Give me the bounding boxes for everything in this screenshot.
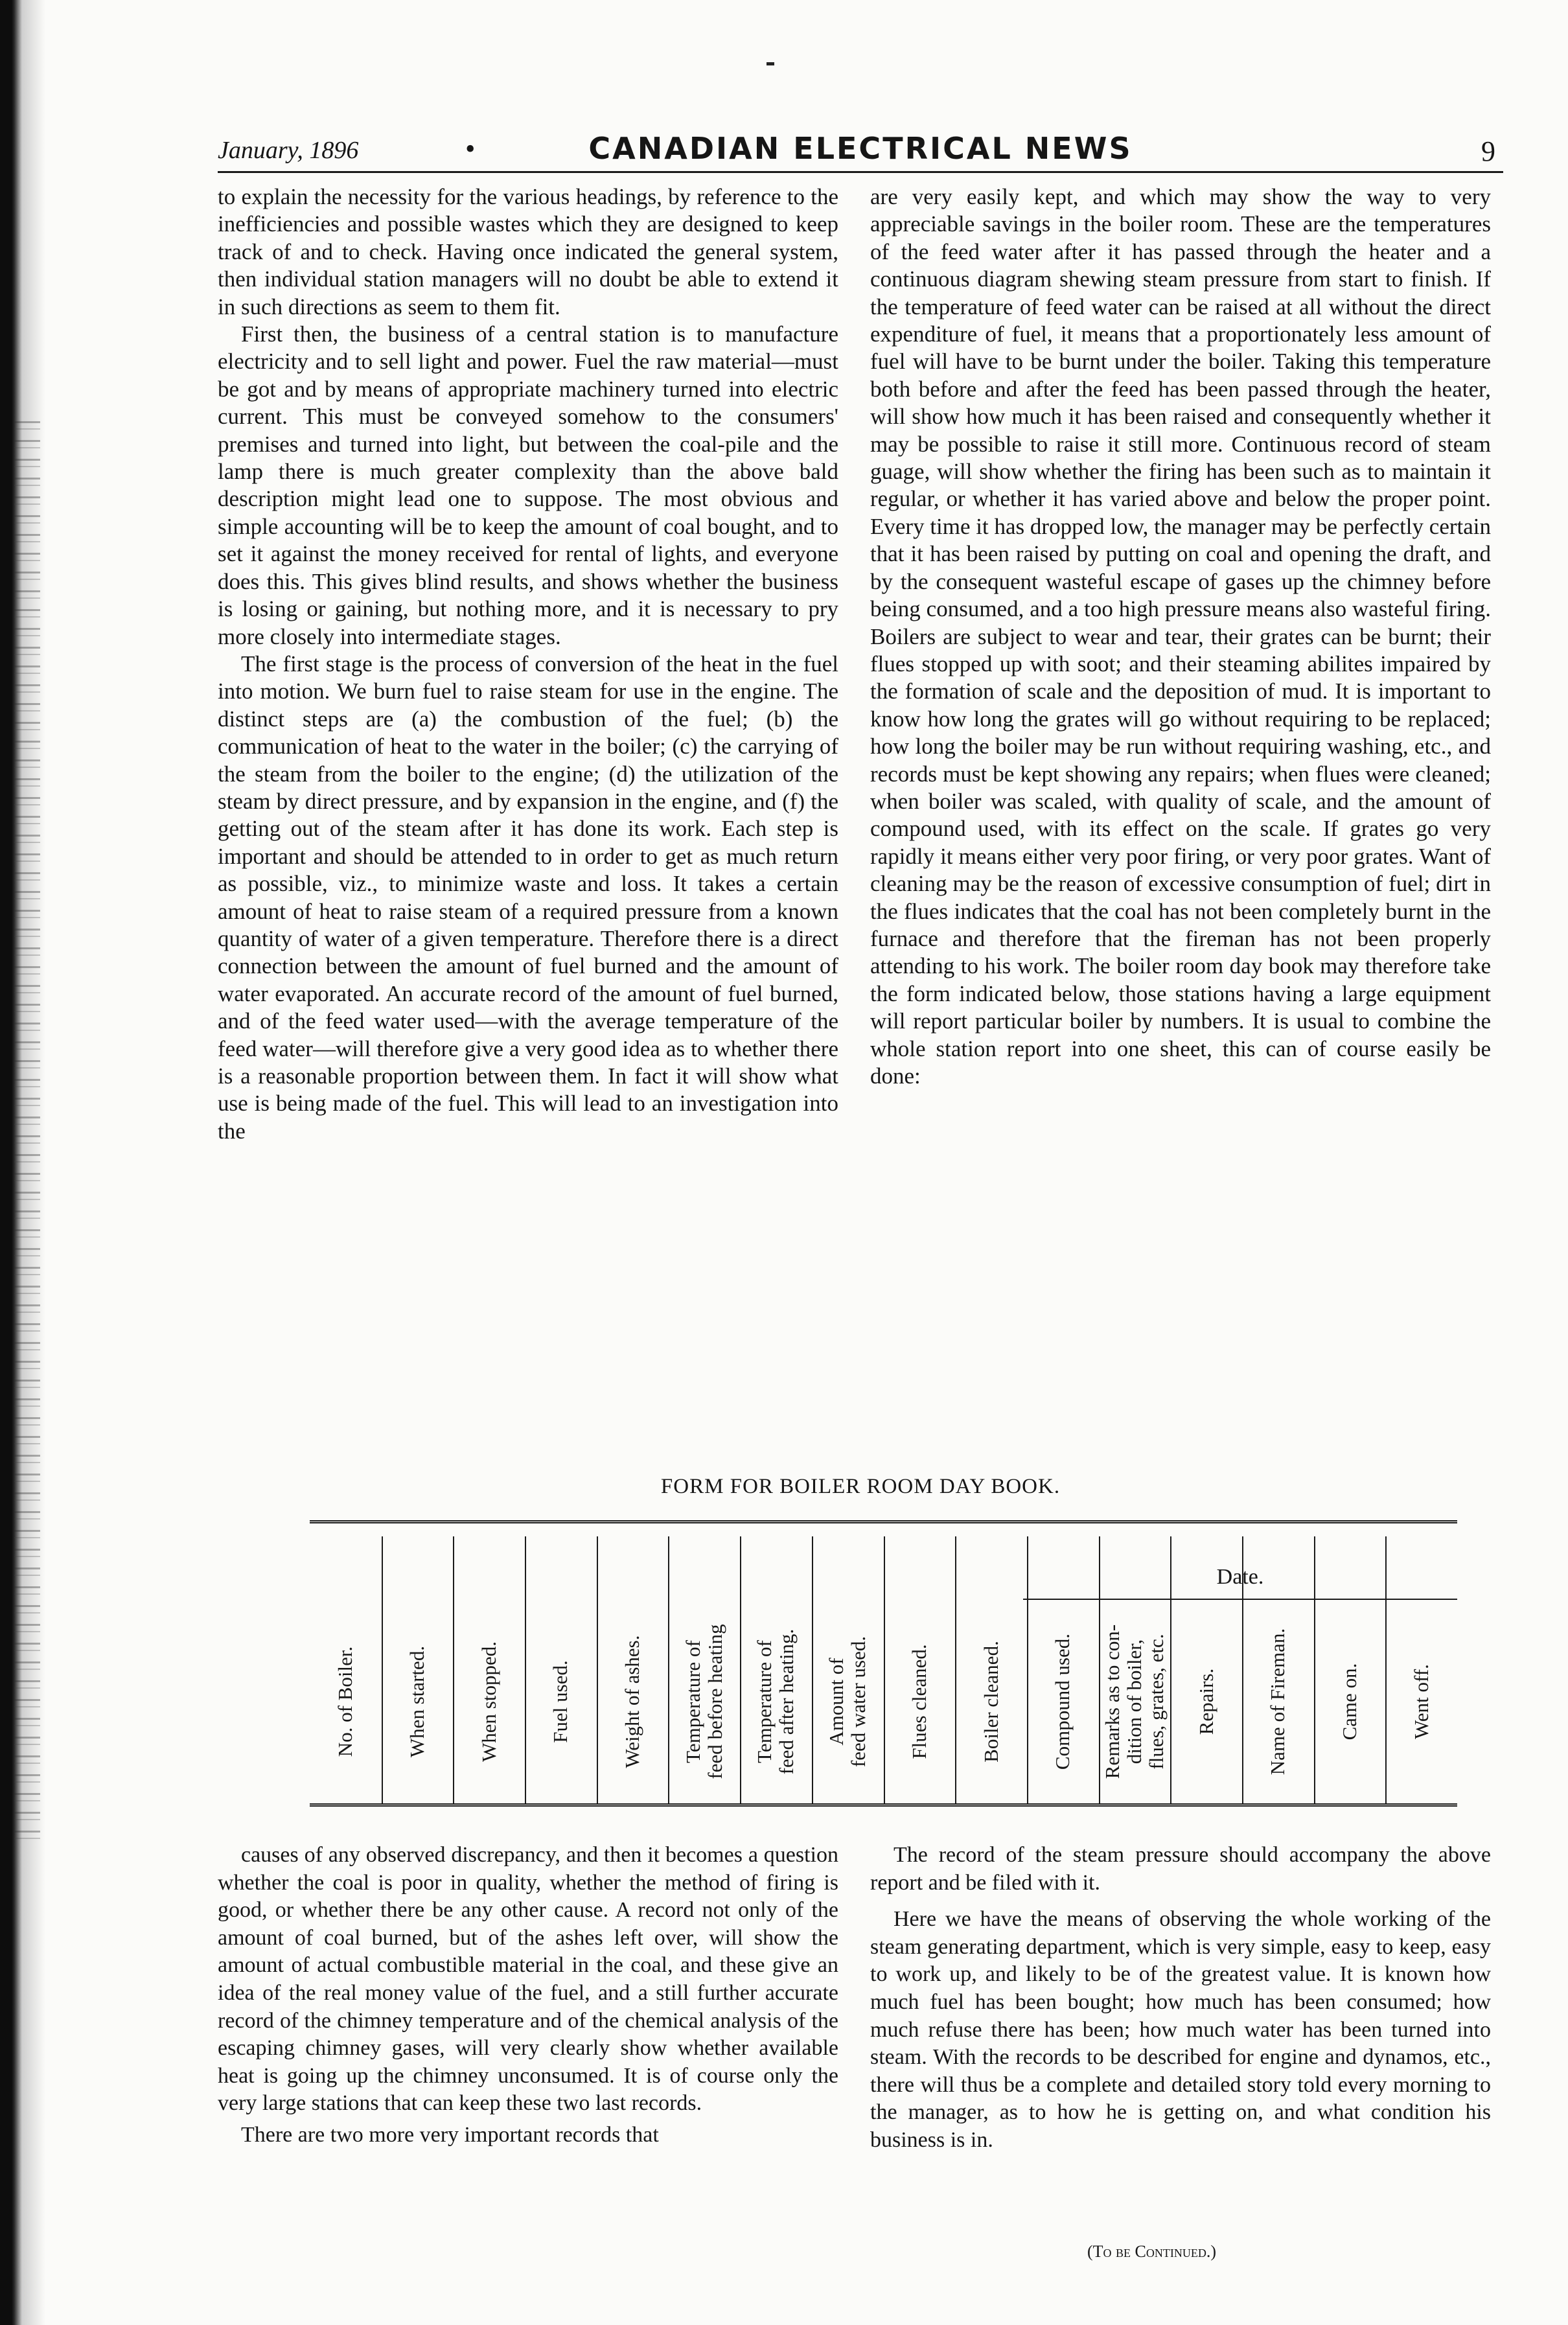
form-column-label: Came on. bbox=[1337, 1663, 1361, 1741]
form-column-heading bbox=[310, 1600, 382, 1803]
form-column-label: Name of Fireman. bbox=[1266, 1628, 1289, 1776]
form-column-label: Repairs. bbox=[1194, 1668, 1217, 1735]
form-column-label: Boiler cleaned. bbox=[979, 1641, 1002, 1763]
column-1 bbox=[218, 183, 838, 1145]
form-column-rule bbox=[668, 1536, 669, 1803]
form-column-label: Amount of feed water used. bbox=[825, 1636, 870, 1768]
column-3 bbox=[218, 1842, 838, 2149]
form-column-heading bbox=[955, 1600, 1027, 1803]
form-column-heading bbox=[382, 1600, 454, 1803]
paragraph: The record of the steam pressure should accompany the above report and be filed with it. bbox=[870, 1843, 1491, 1895]
form-column-label: Weight of ashes. bbox=[621, 1635, 644, 1768]
binding-speckle bbox=[14, 421, 40, 1847]
paragraph: causes of any observed discrepancy, and then it becomes a question whether the coal is poor in quality, whether the method of firing is good, or whether there be any other cause. A record not only of the amount of coal burned, but of the ashes left over, will show the amount of actual combustible material in the coal, and these give an idea of the real money value of the fuel, and a still further accurate record of the chimney temperature and of the chemical analysis of the escaping chimney gases, will very clearly show whether available heat is going up the chimney unconsumed. It is of course only the very large stations that can keep these two last records. bbox=[218, 1843, 838, 2116]
continued-note: (To be Continued.) bbox=[1087, 2242, 1217, 2261]
paragraph: Here we have the means of observing the whole working of the steam generating department, which is very simple, easy to keep, easy to work up, and likely to be of the greatest value. It is known how much fuel has been bought; how much has been consumed; how much refuse there has been; how much water has been turned into steam. With the records to be described for engine and dynamos, etc., there will thus be a complete and detailed story told every morning to the manager, as to how he is getting on, and what condition his business is in. bbox=[870, 1907, 1491, 2152]
column-2 bbox=[870, 183, 1491, 1090]
form-column-heading bbox=[525, 1600, 597, 1803]
date-header bbox=[1023, 1556, 1457, 1600]
form-column-label: Flues cleaned. bbox=[907, 1644, 930, 1759]
form-column-label: Temperature of feed after heating. bbox=[753, 1628, 798, 1775]
form-column-heading bbox=[1242, 1600, 1314, 1803]
paragraph: The first stage is the process of conversion of the heat in the fuel into motion. We burn fuel to raise steam for use in the engine. The distinct steps are (a) the combustion of the fuel; (b) the communication of heat to the water in the boiler; (c) the carrying of the steam from the boiler to the engine; (d) the utilization of the steam by direct pressure, and by expansion in the engine, and (f) the getting out of the steam after it has done its work. Each step is important and should be attended to in order to get as much return as possible, viz., to minimize waste and loss. It takes a certain amount of heat to raise steam of a required pressure from a known quantity of water of a given temperature. Therefore there is a direct connection between the amount of fuel burned and the amount of water evaporated. An accurate record of the amount of fuel burned, and of the feed water used—with the average temperature of the feed water—will therefore give a very good idea as to whether there is a reasonable proportion between them. In fact it will show what use is being made of the fuel. This will lead to an investigation into the bbox=[218, 651, 838, 1144]
form-column-label: When started. bbox=[406, 1645, 429, 1758]
form-column-rule bbox=[1027, 1536, 1028, 1803]
publication-title: CANADIAN ELECTRICAL NEWS bbox=[588, 131, 1133, 166]
column-4 bbox=[870, 1842, 1491, 2155]
form-column-heading bbox=[1099, 1600, 1171, 1803]
form-column-rule bbox=[812, 1536, 813, 1803]
form-column-label: No. of Boiler. bbox=[334, 1646, 357, 1757]
form-column-heading bbox=[453, 1600, 525, 1803]
form-column-heading bbox=[1170, 1600, 1242, 1803]
form-column-label: Went off. bbox=[1409, 1664, 1433, 1739]
page-header bbox=[218, 130, 1503, 173]
form-column-heading bbox=[740, 1600, 812, 1803]
form-column-label: Fuel used. bbox=[549, 1660, 572, 1743]
form-column-heading bbox=[668, 1600, 740, 1803]
paragraph: There are two more very important records that bbox=[241, 2122, 659, 2147]
boiler-day-book-form bbox=[310, 1520, 1457, 1807]
form-column-heading bbox=[812, 1600, 884, 1803]
form-column-rule bbox=[740, 1536, 741, 1803]
paragraph: First then, the business of a central station is to manufacture electricity and to sell light and power. Fuel the raw material—must be got and by means of appropriate machinery turned into electric current. This must be conveyed somehow to the consumers' premises and turned into light, but between the coal-pile and the lamp there is much greater complexity than the above bald description might lead one to suppose. The most obvious and simple accounting will be to keep the amount of coal bought, and to set it against the money received for rental of lights, and everyone does this. This gives blind results, and shows whether the business is losing or gaining, but nothing more, and it is necessary to pry more closely into intermediate stages. bbox=[218, 321, 838, 649]
paragraph: are very easily kept, and which may show the way to very appreciable savings in the boiler room. These are the temperatures of the feed water after it has passed through the heater and a continuous diagram shewing steam pressure from start to finish. If the temperature of feed water can be raised at all without the direct expenditure of fuel, it means that a proportionately less amount of fuel will have to be burnt under the boiler. Taking this temperature both before and after the feed has been passed through the heater, will show how much it has been raised and consequently whether it may be possible to raise it still more. Continuous record of steam guage, will show whether the firing has been such as to maintain it regular, or whether it has varied above and below the proper point. Every time it has dropped low, the manager may be perfectly certain that it has been raised by putting on coal and opening the draft, and by the consequent wasteful escape of gases up the chimney before being consumed, and a too high pressure means also wasteful firing. Boilers are subject to wear and tear, their grates can be burnt; their flues stopped up with soot; and their steaming abilites impaired by the formation of scale and the deposition of mud. It is important to know how long the grates will go without requiring to be replaced; how long the boiler may be run without requiring washing, etc., and records must be kept showing any repairs; when flues were cleaned; when boiler was scaled, with quality of scale, and the amount of compound used, with its effect on the scale. If grates go very rapidly it means either very poor firing, or very poor grates. Want of cleaning may be the reason of excessive consumption of fuel; dirt in the flues indicates that the coal has not been completely burnt in the furnace and therefore that the fireman has not been properly attending to his work. The boiler room day book may therefore take the form indicated below, those stations having a large equipment will report particular boiler by numbers. It is usual to combine the whole station report into one sheet, this can of course easily be done: bbox=[870, 184, 1491, 1089]
paragraph: to explain the necessity for the various headings, by reference to the inefficiencies and possible wastes which they are designed to keep track of and to check. Having once indicated the general system, then individual station managers will no doubt be able to extend it in such directions as seem to them fit. bbox=[218, 184, 838, 319]
print-mark bbox=[767, 62, 774, 65]
form-title: FORM FOR BOILER ROOM DAY BOOK. bbox=[660, 1475, 1061, 1498]
form-column-rule bbox=[597, 1536, 598, 1803]
form-column-rule bbox=[525, 1536, 526, 1803]
form-column-rule bbox=[453, 1536, 454, 1803]
form-column-rule bbox=[1385, 1536, 1387, 1803]
form-column-rule bbox=[1314, 1536, 1315, 1803]
form-column-heading bbox=[597, 1600, 669, 1803]
issue-date: January, 1896 bbox=[218, 137, 359, 164]
form-column-rule bbox=[382, 1536, 383, 1803]
form-column-heading bbox=[1314, 1600, 1386, 1803]
form-column-rule bbox=[955, 1536, 956, 1803]
form-column-heading bbox=[1385, 1600, 1457, 1803]
page-number: 9 bbox=[1481, 135, 1495, 167]
header-bullet: • bbox=[465, 133, 476, 165]
form-column-rule bbox=[1170, 1536, 1171, 1803]
form-column-label: Compound used. bbox=[1051, 1633, 1074, 1770]
form-column-heading bbox=[884, 1600, 956, 1803]
form-column-label: Temperature of feed before heating bbox=[681, 1624, 726, 1779]
form-column-rule bbox=[1242, 1536, 1243, 1803]
form-column-label: When stopped. bbox=[477, 1641, 500, 1762]
form-column-heading bbox=[1027, 1600, 1099, 1803]
form-column-rule bbox=[1099, 1536, 1100, 1803]
form-column-label: Remarks as to con- dition of boiler, flues, grates, etc. bbox=[1100, 1624, 1168, 1779]
form-column-rule bbox=[884, 1536, 885, 1803]
date-label: Date. bbox=[1216, 1565, 1264, 1589]
